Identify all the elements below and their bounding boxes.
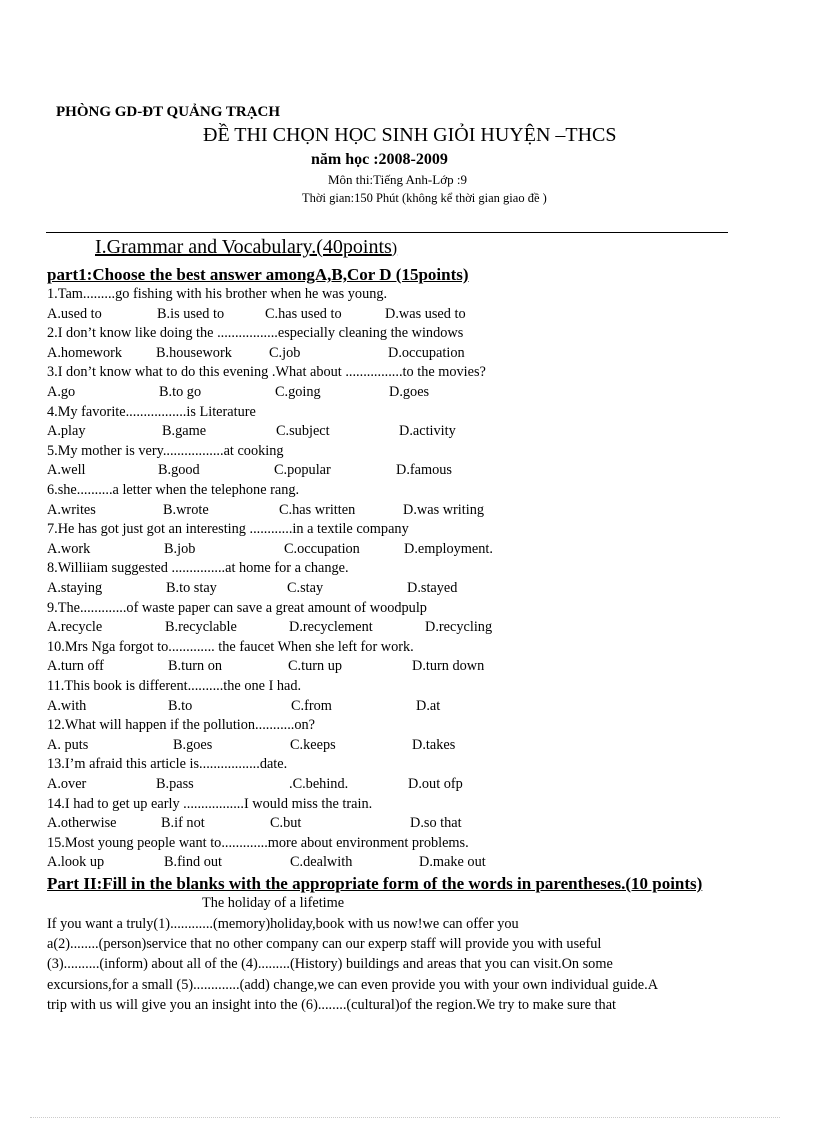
option-d: D.occupation bbox=[388, 344, 465, 361]
option-c: C.has used to bbox=[265, 305, 342, 322]
option-c: C.stay bbox=[287, 580, 324, 596]
question-8: 8.Williiam suggested ...............at home for a change. bbox=[47, 560, 349, 577]
option-b: B.pass bbox=[156, 776, 194, 792]
option-c: C.has written bbox=[279, 501, 356, 518]
exam-subject: Môn thi:Tiếng Anh-Lớp :9 bbox=[328, 172, 467, 187]
page-bottom-border bbox=[30, 1117, 780, 1118]
option-b: B.to go bbox=[159, 384, 202, 400]
header-divider bbox=[46, 232, 728, 233]
section1-title-text: I.Grammar and Vocabulary.(40points bbox=[95, 236, 392, 258]
question-2: 2.I don’t know like doing the .................especially cleaning the windows bbox=[47, 325, 464, 342]
option-b: B.goes bbox=[173, 736, 213, 753]
question-9: 9.The.............of waste paper can save a great amount of woodpulp bbox=[47, 599, 427, 616]
question-11: 11.This book is different..........the one I had. bbox=[47, 678, 302, 694]
question-3: 3.I don’t know what to do this evening .What about ................to the movies? bbox=[47, 364, 486, 381]
option-b: B.find out bbox=[164, 854, 222, 871]
question-13: 13.I’m afraid this article is.................date. bbox=[47, 756, 288, 773]
passage-line: excursions,for a small (5).............(add) change,we can even provide you with your own individual guide.A bbox=[47, 976, 659, 993]
option-c: C.turn up bbox=[288, 658, 343, 675]
option-c: D.recyclement bbox=[289, 619, 373, 636]
option-b: B.good bbox=[158, 462, 200, 479]
option-b: B.wrote bbox=[163, 501, 209, 518]
question-1: 1.Tam.........go fishing with his brother when he was young. bbox=[47, 286, 388, 302]
option-a: A.recycle bbox=[47, 619, 103, 636]
option-d: D.stayed bbox=[407, 580, 458, 596]
passage-line: a(2)........(person)service that no other company can our experp staff will provide you with useful bbox=[47, 936, 602, 953]
passage-title: The holiday of a lifetime bbox=[202, 895, 345, 911]
passage-line: If you want a truly(1)............(memory)holiday,book with us now!we can offer you bbox=[47, 916, 519, 932]
option-c: C.going bbox=[275, 384, 321, 400]
option-d: D.activity bbox=[399, 423, 456, 440]
part2-title: Part II:Fill in the blanks with the appropriate form of the words in parentheses.(10 points) bbox=[47, 874, 703, 893]
option-d: D.takes bbox=[412, 736, 456, 753]
passage-text bbox=[47, 914, 747, 1015]
option-b: B.job bbox=[164, 540, 196, 557]
option-d: D.make out bbox=[419, 854, 486, 871]
option-b: B.to stay bbox=[166, 580, 217, 596]
option-c: .C.behind. bbox=[289, 776, 349, 792]
option-a: A. puts bbox=[47, 736, 89, 753]
option-a: A.used to bbox=[47, 305, 102, 322]
option-d: D.employment. bbox=[404, 540, 493, 557]
option-d: D.out ofp bbox=[408, 776, 463, 792]
option-c: C.from bbox=[291, 697, 332, 714]
option-a: A.work bbox=[47, 540, 91, 557]
option-c: C.occupation bbox=[284, 540, 360, 557]
option-a: A.go bbox=[47, 384, 76, 400]
option-b: B.is used to bbox=[157, 305, 225, 322]
option-c: C.subject bbox=[276, 423, 330, 440]
option-b: B.if not bbox=[161, 815, 205, 832]
exam-time: Thời gian:150 Phút (không kể thời gian giao đề ) bbox=[302, 191, 547, 205]
option-b: B.game bbox=[162, 423, 207, 440]
option-a: A.turn off bbox=[47, 658, 104, 675]
option-b: B.to bbox=[168, 697, 193, 714]
passage-line: trip with us will give you an insight into the (6)........(cultural)of the region.We try to make sure that bbox=[47, 996, 617, 1013]
part1-title: part1:Choose the best answer amongA,B,Cor D (15points) bbox=[47, 265, 469, 284]
option-a: A.well bbox=[47, 462, 86, 479]
option-d: D.famous bbox=[396, 462, 452, 479]
question-15: 15.Most young people want to.............more about environment problems. bbox=[47, 834, 469, 851]
option-d: D.was used to bbox=[385, 305, 466, 322]
option-d: D.goes bbox=[389, 384, 430, 400]
question-12: 12.What will happen if the pollution...........on? bbox=[47, 717, 316, 734]
option-a: A.staying bbox=[47, 580, 103, 596]
option-c: C.but bbox=[270, 815, 302, 832]
question-6: 6.she..........a letter when the telephone rang. bbox=[47, 482, 300, 498]
question-14: 14.I had to get up early .................I would miss the train. bbox=[47, 795, 373, 812]
option-d: D.turn down bbox=[412, 658, 485, 675]
option-b: B.housework bbox=[156, 344, 232, 361]
question-5: 5.My mother is very.................at cooking bbox=[47, 442, 284, 459]
question-10: 10.Mrs Nga forgot to............. the faucet When she left for work. bbox=[47, 638, 414, 655]
section1-title-paren: ) bbox=[391, 240, 398, 257]
option-d: D.at bbox=[416, 697, 441, 714]
option-a: A.look up bbox=[47, 854, 105, 871]
school-year: năm học :2008-2009 bbox=[311, 151, 448, 168]
option-b: B.recyclable bbox=[165, 619, 237, 636]
option-c: C.popular bbox=[274, 462, 331, 479]
option-a: A.with bbox=[47, 697, 87, 714]
exam-title: ĐỀ THI CHỌN HỌC SINH GIỎI HUYỆN –THCS bbox=[203, 124, 617, 146]
option-a: A.homework bbox=[47, 344, 123, 361]
option-a: A.otherwise bbox=[47, 815, 117, 832]
option-d: D.so that bbox=[410, 815, 462, 832]
passage-line: (3)..........(inform) about all of the (4).........(History) buildings and areas that you can visit.On some bbox=[47, 956, 613, 973]
option-c: C.keeps bbox=[290, 736, 336, 753]
option-d: D.was writing bbox=[403, 501, 485, 518]
section1-title bbox=[95, 236, 397, 259]
option-a: A.writes bbox=[47, 501, 96, 518]
option-a: A.play bbox=[47, 423, 86, 440]
option-c: C.dealwith bbox=[290, 854, 353, 871]
option-c: C.job bbox=[269, 344, 301, 361]
question-7: 7.He has got just got an interesting ............in a textile company bbox=[47, 521, 409, 538]
option-d: D.recycling bbox=[425, 619, 493, 636]
department-name: PHÒNG GD-ĐT QUẢNG TRẠCH bbox=[56, 104, 281, 120]
option-b: B.turn on bbox=[168, 658, 223, 675]
option-a: A.over bbox=[47, 776, 87, 792]
question-4: 4.My favorite.................is Literature bbox=[47, 403, 256, 420]
